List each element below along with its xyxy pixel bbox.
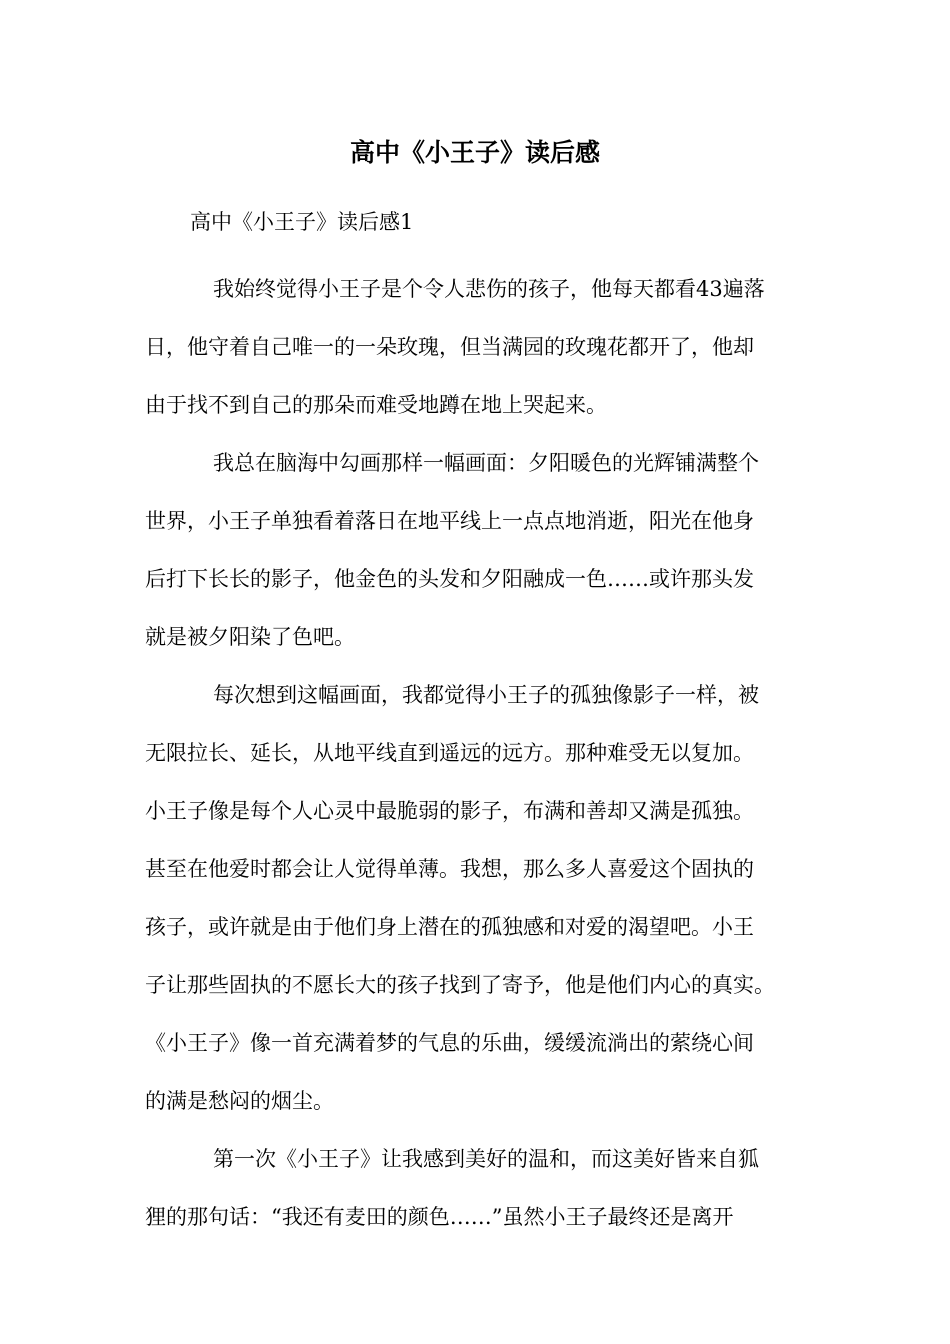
document-title: 高中《小王子》读后感 — [349, 138, 600, 167]
text-line: 狸的那句话：“我还有麦田的颜色……”虽然小王子最终还是离开 — [145, 1205, 734, 1229]
section-heading: 高中《小王子》读后感1 — [190, 210, 414, 234]
text-line: 我始终觉得小王子是个令人悲伤的孩子，他每天都看43遍落 — [213, 277, 765, 301]
paragraph-1 — [145, 260, 810, 434]
text-line: 由于找不到自己的那朵而难受地蹲在地上哭起来。 — [145, 393, 607, 417]
paragraph-4 — [145, 1130, 810, 1246]
paragraph-2 — [145, 434, 810, 666]
text-line: 每次想到这幅画面，我都觉得小王子的孤独像影子一样，被 — [213, 683, 759, 707]
text-line: 小王子像是每个人心灵中最脆弱的影子，布满和善却又满是孤独。 — [145, 799, 754, 823]
text-line: 第一次《小王子》让我感到美好的温和，而这美好皆来自狐 — [213, 1147, 759, 1171]
text-line: 甚至在他爱时都会让人觉得单薄。我想，那么多人喜爱这个固执的 — [145, 857, 754, 881]
text-line: 就是被夕阳染了色吧。 — [145, 625, 355, 649]
text-line: 后打下长长的影子，他金色的头发和夕阳融成一色……或许那头发 — [145, 567, 754, 591]
text-line: 我总在脑海中勾画那样一幅画面：夕阳暖色的光辉铺满整个 — [213, 451, 759, 475]
text-line: 《小王子》像一首充满着梦的气息的乐曲，缓缓流淌出的萦绕心间 — [145, 1031, 754, 1055]
text-line: 世界，小王子单独看着落日在地平线上一点点地消逝，阳光在他身 — [145, 509, 754, 533]
document-body — [145, 260, 810, 1246]
paragraph-3 — [145, 666, 810, 1130]
text-line: 子让那些固执的不愿长大的孩子找到了寄予，他是他们内心的真实。 — [145, 973, 775, 997]
text-line: 的满是愁闷的烟尘。 — [145, 1089, 334, 1113]
text-line: 日，他守着自己唯一的一朵玫瑰，但当满园的玫瑰花都开了，他却 — [145, 335, 754, 359]
text-line: 孩子，或许就是由于他们身上潜在的孤独感和对爱的渴望吧。小王 — [145, 915, 754, 939]
text-line: 无限拉长、延长，从地平线直到遥远的远方。那种难受无以复加。 — [145, 741, 754, 765]
